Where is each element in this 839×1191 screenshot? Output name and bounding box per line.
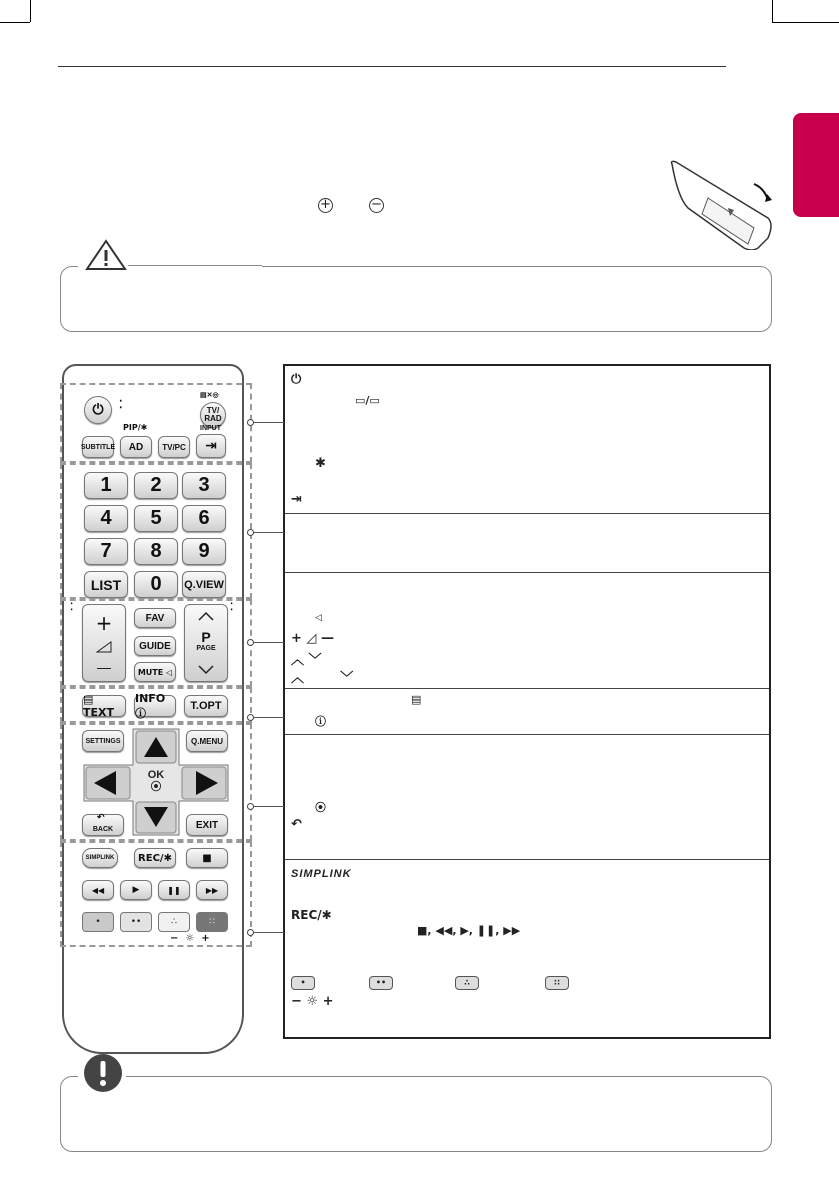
crop-mark xyxy=(30,0,31,22)
number-2-button[interactable]: 2 xyxy=(134,472,178,499)
leader-dot xyxy=(247,803,254,810)
number-1-button[interactable]: 1 xyxy=(84,472,128,499)
fav-button[interactable]: FAV xyxy=(134,608,176,628)
ok-dot-icon: ⦿ xyxy=(150,780,162,793)
pip-label: PIP/✱ xyxy=(123,423,148,432)
ad-button[interactable]: AD xyxy=(120,436,152,458)
panel-section-volume xyxy=(285,573,769,689)
panel-section-power xyxy=(285,366,769,514)
panel-mute-icon: ◁ xyxy=(315,613,322,623)
number-7-button[interactable]: 7 xyxy=(84,538,128,565)
panel-section-teletext xyxy=(285,689,769,735)
chevron-up-icon xyxy=(197,611,215,621)
number-3-button[interactable]: 3 xyxy=(182,472,226,499)
leader-line xyxy=(252,806,284,807)
stop-button[interactable]: ■ xyxy=(186,848,228,868)
panel-rec-icon: REC/✱ xyxy=(291,908,332,922)
panel-info-icon: ⓘ xyxy=(315,715,326,728)
caution-header xyxy=(78,246,262,272)
ok-text: OK xyxy=(147,769,165,781)
leader-dot xyxy=(247,419,254,426)
back-arrow-icon: ↶ xyxy=(97,812,105,822)
leader-dot xyxy=(247,929,254,936)
input-button[interactable]: ⇥ xyxy=(196,434,226,458)
leader-dot xyxy=(247,714,254,721)
crop-mark xyxy=(772,22,839,23)
panel-section-numbers xyxy=(285,514,769,573)
panel-page-icon: ︿ ﹀ xyxy=(291,671,354,686)
volume-down-symbol: — xyxy=(97,659,111,675)
leader-dot xyxy=(247,639,254,646)
fast-forward-button[interactable]: ▶▶ xyxy=(196,880,228,900)
info-button[interactable]: INFO ⓘ xyxy=(134,695,176,717)
panel-ok-icon: ⦿ xyxy=(315,801,326,814)
guide-button[interactable]: GUIDE xyxy=(134,636,176,656)
warning-triangle-icon xyxy=(84,238,128,272)
list-button[interactable]: LIST xyxy=(84,571,128,598)
exit-button[interactable]: EXIT xyxy=(186,814,228,836)
panel-star-icon: ✱ xyxy=(315,456,326,471)
panel-section-playback xyxy=(285,860,769,1039)
red-button[interactable]: • xyxy=(82,912,114,932)
panel-red-icon: • xyxy=(291,976,315,990)
volume-up-symbol: + xyxy=(95,611,113,635)
brightness-label: − ☼ + xyxy=(170,933,210,944)
back-label: BACK xyxy=(92,825,114,833)
power-button[interactable]: ⏻ xyxy=(84,396,112,424)
number-6-button[interactable]: 6 xyxy=(182,505,226,532)
volume-rocker[interactable] xyxy=(82,604,126,682)
battery-cover-illustration xyxy=(668,158,774,250)
note-header xyxy=(78,1054,230,1084)
tv-rad-bottom: RAD xyxy=(204,414,222,423)
rec-button[interactable]: REC/✱ xyxy=(134,848,176,868)
panel-brightness-icon: − ☼ + xyxy=(291,994,334,1009)
panel-volume-icon: + ◿ — xyxy=(291,631,334,646)
crop-mark xyxy=(772,0,773,22)
leader-line xyxy=(252,642,284,643)
tv-rad-top: TV/ xyxy=(206,406,220,415)
page-p-label: P xyxy=(201,629,211,645)
panel-tvrad-icon: ▭/▭ xyxy=(355,394,380,407)
yellow-button[interactable]: ∴ xyxy=(158,912,190,932)
battery-plus-icon: + xyxy=(318,198,333,213)
language-tab xyxy=(793,113,839,217)
leader-line xyxy=(252,717,284,718)
note-box xyxy=(60,1076,772,1152)
leader-dot xyxy=(247,529,254,536)
panel-section-navigation xyxy=(285,735,769,860)
page-dots: ⁚ xyxy=(230,602,234,613)
exclamation-circle-icon xyxy=(82,1052,124,1094)
topt-button[interactable]: T.OPT xyxy=(184,695,228,717)
panel-yellow-icon: ∴ xyxy=(455,976,479,990)
function-panel xyxy=(283,364,771,1039)
panel-programme-icon: ︿ ﹀ xyxy=(291,653,322,668)
qmenu-button[interactable]: Q.MENU xyxy=(186,730,228,752)
simplink-button[interactable]: SIMPLINK xyxy=(82,848,118,868)
crop-mark xyxy=(0,22,30,23)
pause-button[interactable]: ❚❚ xyxy=(158,880,190,900)
header-rule xyxy=(58,66,726,67)
play-button[interactable]: ▶ xyxy=(120,880,152,900)
panel-blue-icon: ∷ xyxy=(545,976,569,990)
panel-input-icon: ⇥ xyxy=(291,492,302,507)
panel-text-icon: ▤ xyxy=(411,693,422,706)
chevron-down-icon xyxy=(197,665,215,675)
text-button[interactable]: ▤ TEXT xyxy=(82,695,126,717)
rewind-button[interactable]: ◀◀ xyxy=(82,880,114,900)
green-button[interactable]: •• xyxy=(120,912,152,932)
mute-button[interactable]: MUTE ◁ xyxy=(134,662,176,682)
power-dots: ⁚ xyxy=(119,399,123,411)
number-5-button[interactable]: 5 xyxy=(134,505,178,532)
leader-line xyxy=(252,532,284,533)
panel-simplink-logo: SIMPLINK xyxy=(291,868,352,880)
qview-button[interactable]: Q.VIEW xyxy=(182,571,226,598)
ok-label xyxy=(144,770,168,792)
volume-wedge-icon xyxy=(96,641,112,653)
blue-button[interactable]: ∷ xyxy=(196,912,228,932)
panel-power-icon: ⏻ xyxy=(291,372,302,387)
page-rocker[interactable] xyxy=(184,604,228,682)
panel-green-icon: •• xyxy=(369,976,393,990)
volume-dots: ⁚ xyxy=(70,602,74,613)
leader-line xyxy=(252,932,284,933)
panel-playback-icons: ■, ◀◀, ▶, ❚❚, ▶▶ xyxy=(417,924,521,937)
page-label: PAGE xyxy=(196,645,216,652)
number-9-button[interactable]: 9 xyxy=(182,538,226,565)
leader-line xyxy=(252,422,284,423)
tvpc-button[interactable]: TV/PC xyxy=(158,436,190,458)
caution-box xyxy=(60,266,772,332)
battery-minus-icon: − xyxy=(369,198,384,213)
subtitle-button[interactable]: SUBTITLE xyxy=(82,436,114,458)
tv-rad-icon: ▤✕◎ xyxy=(200,392,219,399)
number-0-button[interactable]: 0 xyxy=(134,571,178,598)
input-label: INPUT xyxy=(200,425,221,432)
panel-back-icon: ↶ xyxy=(291,817,302,832)
number-4-button[interactable]: 4 xyxy=(84,505,128,532)
number-8-button[interactable]: 8 xyxy=(134,538,178,565)
settings-button[interactable]: SETTINGS xyxy=(82,730,124,752)
